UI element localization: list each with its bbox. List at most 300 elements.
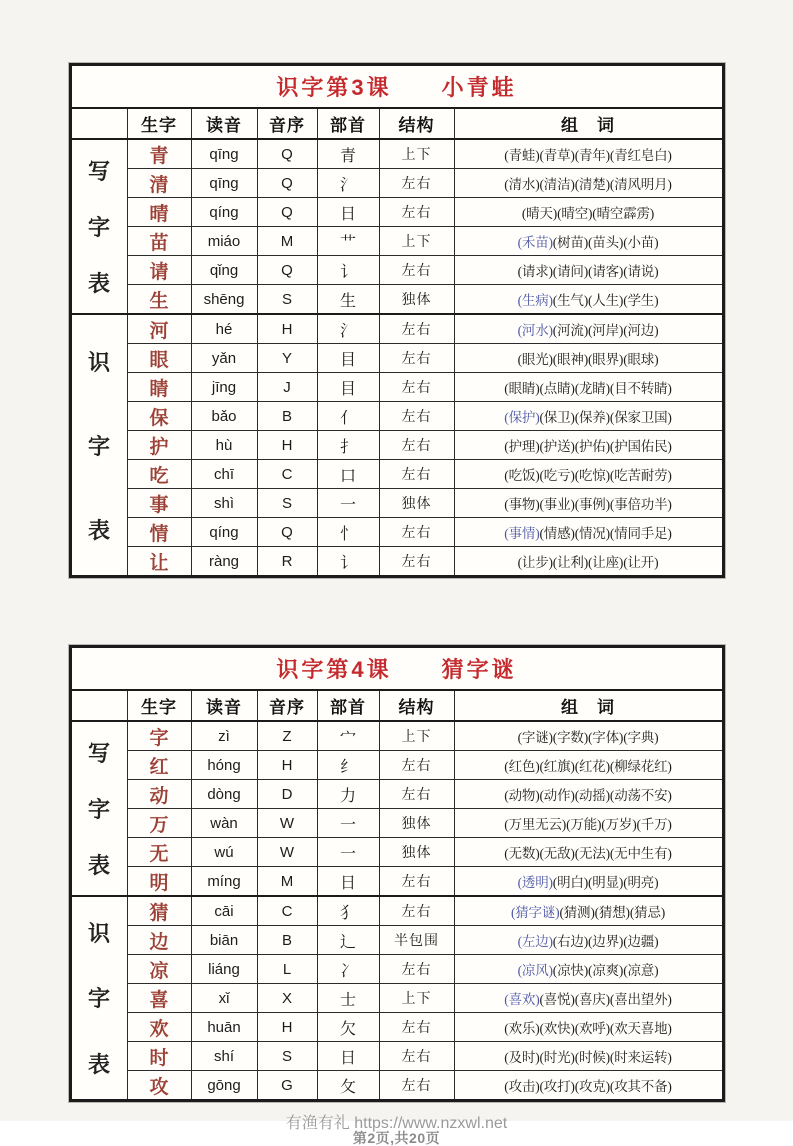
group-label [70, 896, 127, 1101]
page-indicator: 第2页,共20页 [352, 1129, 441, 1146]
column-header: 音序 [257, 108, 317, 139]
structure-cell: 独体 [379, 489, 454, 518]
word-group: (喜欢) [504, 992, 540, 1007]
title-row [70, 647, 723, 691]
word-group: (喜庆) [574, 992, 610, 1007]
word-group: (生气) [552, 293, 588, 308]
group-label-char: 表 [87, 1051, 110, 1077]
column-header: 组 词 [454, 108, 723, 139]
pinyin-cell: dòng [191, 780, 257, 809]
group-label-char: 表 [87, 517, 110, 543]
character-row [70, 256, 723, 285]
new-character-cell: 明 [127, 867, 191, 897]
word-group: (万岁) [601, 817, 637, 832]
word-group: (苗头) [588, 235, 624, 250]
alphabetic-initial-cell: H [257, 431, 317, 460]
character-row [70, 751, 723, 780]
alphabetic-initial-cell: Q [257, 198, 317, 227]
word-group: (人生) [588, 293, 624, 308]
structure-cell: 上下 [379, 984, 454, 1013]
pinyin-cell: bǎo [191, 402, 257, 431]
group-label-char: 表 [87, 271, 110, 296]
word-group: (保卫) [539, 410, 575, 425]
pinyin-cell: hé [191, 314, 257, 344]
word-group: (吃饭) [504, 468, 540, 483]
word-groups-cell [454, 780, 723, 809]
radical-cell: 辶 [317, 926, 379, 955]
word-groups-cell [454, 460, 723, 489]
column-header: 音序 [257, 690, 317, 721]
word-group: (欢天喜地) [609, 1021, 672, 1036]
new-character-cell: 眼 [127, 344, 191, 373]
structure-cell: 上下 [379, 227, 454, 256]
radical-cell: 宀 [317, 721, 379, 751]
column-header: 读音 [191, 690, 257, 721]
new-character-cell: 红 [127, 751, 191, 780]
radical-cell: 日 [317, 1042, 379, 1071]
word-group: (情感) [539, 526, 575, 541]
character-row [70, 1071, 723, 1101]
alphabetic-initial-cell: S [257, 489, 317, 518]
new-character-cell: 晴 [127, 198, 191, 227]
word-group: (事例) [574, 497, 610, 512]
word-group: (青年) [574, 148, 610, 163]
character-row [70, 314, 723, 344]
group-column-header [70, 690, 127, 721]
character-row [70, 460, 723, 489]
word-group: (事业) [539, 497, 575, 512]
table-title [70, 65, 723, 109]
word-groups-cell [454, 1071, 723, 1101]
pinyin-cell: jīng [191, 373, 257, 402]
alphabetic-initial-cell: J [257, 373, 317, 402]
character-row [70, 198, 723, 227]
word-group: (喜出望外) [609, 992, 672, 1007]
group-label-char: 字 [87, 433, 110, 459]
pinyin-cell: huān [191, 1013, 257, 1042]
word-group: (护送) [539, 439, 575, 454]
alphabetic-initial-cell: L [257, 955, 317, 984]
word-group: (右边) [552, 934, 588, 949]
new-character-cell: 河 [127, 314, 191, 344]
word-group: (欢呼) [574, 1021, 610, 1036]
word-group: (时光) [539, 1050, 575, 1065]
new-character-cell: 保 [127, 402, 191, 431]
structure-cell: 左右 [379, 198, 454, 227]
word-group: (无法) [574, 846, 610, 861]
word-groups-cell [454, 139, 723, 169]
new-character-cell: 事 [127, 489, 191, 518]
group-label-char: 字 [87, 215, 110, 240]
word-group: (河水) [517, 323, 553, 338]
pinyin-cell: hù [191, 431, 257, 460]
table-body [70, 139, 723, 577]
new-character-cell: 情 [127, 518, 191, 547]
structure-cell: 上下 [379, 721, 454, 751]
alphabetic-initial-cell: Q [257, 256, 317, 285]
character-row [70, 838, 723, 867]
word-group: (保护) [504, 410, 540, 425]
word-group: (红色) [504, 759, 540, 774]
alphabetic-initial-cell: S [257, 1042, 317, 1071]
word-group: (清水) [504, 177, 540, 192]
alphabetic-initial-cell: W [257, 838, 317, 867]
pinyin-cell: shì [191, 489, 257, 518]
structure-cell: 左右 [379, 256, 454, 285]
structure-cell: 左右 [379, 1013, 454, 1042]
radical-cell: 艹 [317, 227, 379, 256]
pinyin-cell: xǐ [191, 984, 257, 1013]
new-character-cell: 字 [127, 721, 191, 751]
alphabetic-initial-cell: G [257, 1071, 317, 1101]
word-group: (清楚) [574, 177, 610, 192]
word-group: (晴空) [557, 206, 593, 221]
structure-cell: 左右 [379, 547, 454, 577]
character-row [70, 896, 723, 926]
alphabetic-initial-cell: Q [257, 169, 317, 198]
pinyin-cell: shí [191, 1042, 257, 1071]
structure-cell: 左右 [379, 1071, 454, 1101]
character-row [70, 809, 723, 838]
pinyin-cell: qīng [191, 169, 257, 198]
pinyin-cell: shēng [191, 285, 257, 315]
word-group: (无敌) [539, 846, 575, 861]
table-title [70, 647, 723, 691]
word-group: (河岸) [588, 323, 624, 338]
character-row [70, 285, 723, 315]
radical-cell: 一 [317, 809, 379, 838]
word-groups-cell [454, 1013, 723, 1042]
word-group: (吃亏) [539, 468, 575, 483]
pinyin-cell: hóng [191, 751, 257, 780]
word-group: (柳绿花红) [609, 759, 672, 774]
column-header: 结构 [379, 108, 454, 139]
new-character-cell: 猜 [127, 896, 191, 926]
word-group: (禾苗) [517, 235, 553, 250]
word-group: (动物) [504, 788, 540, 803]
word-group: (及时) [504, 1050, 540, 1065]
structure-cell: 左右 [379, 344, 454, 373]
structure-cell: 左右 [379, 373, 454, 402]
word-group: (攻其不备) [609, 1079, 672, 1094]
group-label-char: 写 [87, 741, 110, 766]
alphabetic-initial-cell: C [257, 460, 317, 489]
word-group: (河流) [552, 323, 588, 338]
word-group: (万里无云) [504, 817, 567, 832]
column-header: 生字 [127, 690, 191, 721]
character-row [70, 780, 723, 809]
word-group: (目不转睛) [609, 381, 672, 396]
new-character-cell: 边 [127, 926, 191, 955]
title-row [70, 65, 723, 109]
word-group: (眼球) [623, 352, 659, 367]
alphabetic-initial-cell: M [257, 227, 317, 256]
radical-cell: 犭 [317, 896, 379, 926]
word-group: (凉风) [517, 963, 553, 978]
new-character-cell: 欢 [127, 1013, 191, 1042]
word-group: (护佑) [574, 439, 610, 454]
word-group: (眼睛) [504, 381, 540, 396]
character-row [70, 227, 723, 256]
group-label-char: 识 [87, 349, 110, 375]
word-groups-cell [454, 896, 723, 926]
word-group: (千万) [636, 817, 672, 832]
word-groups-cell [454, 373, 723, 402]
pinyin-cell: zì [191, 721, 257, 751]
radical-cell: 纟 [317, 751, 379, 780]
word-group: (时来运转) [609, 1050, 672, 1065]
alphabetic-initial-cell: B [257, 402, 317, 431]
column-header: 生字 [127, 108, 191, 139]
word-groups-cell [454, 867, 723, 897]
pinyin-cell: qīng [191, 139, 257, 169]
word-group: (字典) [623, 730, 659, 745]
character-row [70, 139, 723, 169]
alphabetic-initial-cell: C [257, 896, 317, 926]
word-group: (猜测) [559, 905, 595, 920]
pinyin-cell: cāi [191, 896, 257, 926]
word-group: (情况) [574, 526, 610, 541]
word-groups-cell [454, 198, 723, 227]
character-row [70, 489, 723, 518]
alphabetic-initial-cell: Y [257, 344, 317, 373]
radical-cell: 攵 [317, 1071, 379, 1101]
pinyin-cell: miáo [191, 227, 257, 256]
radical-cell: 日 [317, 198, 379, 227]
pinyin-cell: biān [191, 926, 257, 955]
character-row [70, 169, 723, 198]
word-group: (情同手足) [609, 526, 672, 541]
word-group: (请客) [588, 264, 624, 279]
new-character-cell: 生 [127, 285, 191, 315]
lesson-number: 识字第4课 [276, 657, 392, 682]
word-group: (红花) [574, 759, 610, 774]
structure-cell: 独体 [379, 809, 454, 838]
radical-cell: 氵 [317, 314, 379, 344]
word-group: (猜想) [594, 905, 630, 920]
structure-cell: 上下 [379, 139, 454, 169]
alphabetic-initial-cell: Q [257, 139, 317, 169]
word-group: (学生) [623, 293, 659, 308]
group-label-char: 写 [87, 159, 110, 184]
pinyin-cell: qíng [191, 518, 257, 547]
structure-cell: 独体 [379, 285, 454, 315]
word-groups-cell [454, 256, 723, 285]
word-groups-cell [454, 227, 723, 256]
word-group: (树苗) [552, 235, 588, 250]
pinyin-cell: chī [191, 460, 257, 489]
structure-cell: 左右 [379, 314, 454, 344]
radical-cell: 讠 [317, 256, 379, 285]
structure-cell: 独体 [379, 838, 454, 867]
group-label [70, 314, 127, 577]
group-column-header [70, 108, 127, 139]
structure-cell: 左右 [379, 780, 454, 809]
word-group: (让利) [552, 555, 588, 570]
character-row [70, 547, 723, 577]
word-group: (凉意) [623, 963, 659, 978]
radical-cell: 生 [317, 285, 379, 315]
radical-cell: 扌 [317, 431, 379, 460]
alphabetic-initial-cell: B [257, 926, 317, 955]
word-group: (时候) [574, 1050, 610, 1065]
column-header: 部首 [317, 690, 379, 721]
alphabetic-initial-cell: D [257, 780, 317, 809]
alphabetic-initial-cell: R [257, 547, 317, 577]
alphabetic-initial-cell: H [257, 751, 317, 780]
character-row [70, 431, 723, 460]
word-group: (凉快) [552, 963, 588, 978]
new-character-cell: 时 [127, 1042, 191, 1071]
structure-cell: 左右 [379, 896, 454, 926]
character-row [70, 1042, 723, 1071]
group-label-char: 字 [87, 797, 110, 822]
word-group: (攻克) [574, 1079, 610, 1094]
new-character-cell: 让 [127, 547, 191, 577]
column-header: 读音 [191, 108, 257, 139]
word-group: (凉爽) [588, 963, 624, 978]
word-group: (明亮) [623, 875, 659, 890]
footer-brand-link[interactable]: 有渔有礼 https://www.nzxwl.net [285, 1115, 508, 1132]
word-groups-cell [454, 1042, 723, 1071]
word-group: (欢乐) [504, 1021, 540, 1036]
pinyin-cell: wàn [191, 809, 257, 838]
word-group: (字谜) [517, 730, 553, 745]
word-groups-cell [454, 344, 723, 373]
radical-cell: 目 [317, 373, 379, 402]
word-group: (请说) [623, 264, 659, 279]
alphabetic-initial-cell: Z [257, 721, 317, 751]
structure-cell: 左右 [379, 402, 454, 431]
word-group: (左边) [517, 934, 553, 949]
word-group: (眼界) [588, 352, 624, 367]
word-groups-cell [454, 431, 723, 460]
structure-cell: 左右 [379, 169, 454, 198]
word-groups-cell [454, 518, 723, 547]
radical-cell: 口 [317, 460, 379, 489]
word-group: (攻击) [504, 1079, 540, 1094]
pinyin-cell: qíng [191, 198, 257, 227]
header-row [70, 690, 723, 721]
radical-cell: 欠 [317, 1013, 379, 1042]
structure-cell: 左右 [379, 460, 454, 489]
word-group: (请问) [552, 264, 588, 279]
pinyin-cell: qǐng [191, 256, 257, 285]
word-groups-cell [454, 547, 723, 577]
alphabetic-initial-cell: H [257, 314, 317, 344]
pinyin-cell: liáng [191, 955, 257, 984]
structure-cell: 左右 [379, 431, 454, 460]
column-header: 组 词 [454, 690, 723, 721]
structure-cell: 左右 [379, 1042, 454, 1071]
group-label-char: 字 [87, 986, 110, 1012]
word-group: (河边) [623, 323, 659, 338]
new-character-cell: 动 [127, 780, 191, 809]
character-row [70, 1013, 723, 1042]
structure-cell: 左右 [379, 751, 454, 780]
radical-cell: 士 [317, 984, 379, 1013]
alphabetic-initial-cell: Q [257, 518, 317, 547]
new-character-cell: 睛 [127, 373, 191, 402]
word-groups-cell [454, 926, 723, 955]
structure-cell: 左右 [379, 955, 454, 984]
character-row [70, 984, 723, 1013]
word-group: (猜忌) [629, 905, 666, 920]
character-row [70, 721, 723, 751]
new-character-cell: 万 [127, 809, 191, 838]
word-group: (红旗) [539, 759, 575, 774]
word-group: (动荡不安) [609, 788, 672, 803]
word-group: (青红皂白) [609, 148, 672, 163]
word-group: (护国佑民) [609, 439, 672, 454]
radical-cell: 亻 [317, 402, 379, 431]
new-character-cell: 喜 [127, 984, 191, 1013]
alphabetic-initial-cell: X [257, 984, 317, 1013]
word-group: (喜悦) [539, 992, 575, 1007]
new-character-cell: 苗 [127, 227, 191, 256]
word-groups-cell [454, 314, 723, 344]
word-group: (猜字谜) [510, 905, 560, 920]
radical-cell: 日 [317, 867, 379, 897]
word-groups-cell [454, 809, 723, 838]
word-group: (事情) [504, 526, 540, 541]
structure-cell: 左右 [379, 518, 454, 547]
word-group: (字数) [552, 730, 588, 745]
radical-cell: 一 [317, 838, 379, 867]
radical-cell: 冫 [317, 955, 379, 984]
word-group: (边界) [588, 934, 624, 949]
word-group: (万能) [566, 817, 602, 832]
word-groups-cell [454, 169, 723, 198]
alphabetic-initial-cell: H [257, 1013, 317, 1042]
pinyin-cell: míng [191, 867, 257, 897]
word-group: (眼神) [552, 352, 588, 367]
lesson-topic: 小青蛙 [441, 75, 517, 100]
word-group: (无数) [504, 846, 540, 861]
column-header: 部首 [317, 108, 379, 139]
character-row [70, 867, 723, 897]
column-header: 结构 [379, 690, 454, 721]
word-group: (动摇) [574, 788, 610, 803]
word-group: (吃苦耐劳) [609, 468, 672, 483]
word-group: (透明) [517, 875, 553, 890]
radical-cell: 一 [317, 489, 379, 518]
word-group: (边疆) [623, 934, 659, 949]
word-group: (晴空霹雳) [592, 206, 655, 221]
word-group: (龙睛) [574, 381, 610, 396]
word-groups-cell [454, 955, 723, 984]
word-group: (字体) [588, 730, 624, 745]
radical-cell: 力 [317, 780, 379, 809]
radical-cell: 氵 [317, 169, 379, 198]
word-group: (晴天) [521, 206, 558, 221]
table-body [70, 721, 723, 1101]
word-group: (让座) [588, 555, 624, 570]
word-group: (无中生有) [609, 846, 672, 861]
word-group: (明显) [588, 875, 624, 890]
alphabetic-initial-cell: W [257, 809, 317, 838]
alphabetic-initial-cell: M [257, 867, 317, 897]
group-label-char: 表 [87, 853, 110, 878]
word-group: (动作) [539, 788, 575, 803]
word-groups-cell [454, 838, 723, 867]
word-group: (小苗) [623, 235, 659, 250]
word-group: (让步) [517, 555, 553, 570]
word-groups-cell [454, 984, 723, 1013]
group-label [70, 721, 127, 896]
pinyin-cell: yǎn [191, 344, 257, 373]
word-group: (让开) [623, 555, 659, 570]
